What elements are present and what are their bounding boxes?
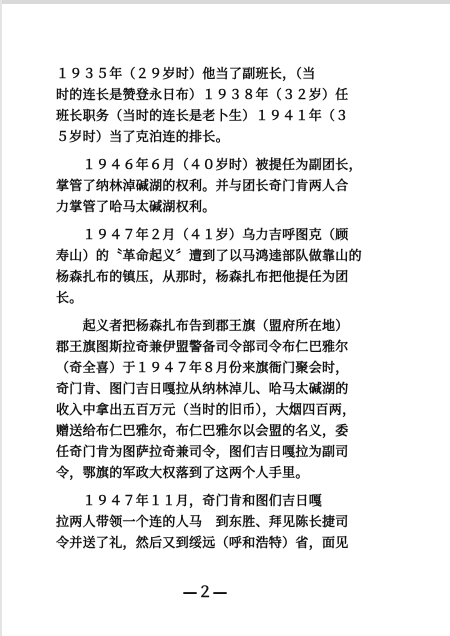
- text-line: 班长职务（当时的连长是老卜生）１９４１年（３: [56, 109, 349, 124]
- text-line: 杨森扎布的镇压，从那时，杨森扎布把他提任为团: [56, 270, 349, 285]
- text-line: １９４６年６月（４０岁时）被提任为副团长，: [56, 158, 362, 173]
- text-line: 拉两人带领一个连的人马 到东胜、拜见陈长捷司: [56, 515, 349, 530]
- text-line: 起义者把杨森扎布告到郡王旗（盟府所在地）: [56, 319, 349, 334]
- text-line: 郡王旗图斯拉奇兼伊盟警备司令部司令布仁巴雅尔: [56, 340, 349, 355]
- text-line: 任奇门肯为图萨拉奇兼司令，图们吉日嘎拉为副司: [56, 445, 349, 460]
- paragraph-1935-career: [56, 64, 392, 148]
- paragraph-command-transfer: [56, 316, 392, 484]
- text-line: 令并送了礼，然后又到绥远（呼和浩特）省，面见: [56, 536, 349, 551]
- text-line: １９４７年１１月，奇门肯和图们吉日嘎: [56, 494, 323, 509]
- document-body: [56, 64, 392, 561]
- text-line: 赠送给布仁巴雅尔，布仁巴雅尔以会盟的名义，委: [56, 424, 349, 439]
- text-line: １９４７年２月（４１岁）乌力吉呼图克（顾: [56, 228, 349, 243]
- text-line: １９３５年（２９岁时）他当了副班长，（当: [56, 67, 316, 82]
- page-left-edge: [0, 0, 2, 636]
- text-line: 掌管了纳林淖碱湖的权利。并与团长奇门肯两人合: [56, 179, 349, 194]
- text-line: 寿山）的〝革命起义〞遭到了以马鸿逵部队做靠山的: [56, 249, 362, 264]
- text-line: 奇门肯、图门吉日嘎拉从纳林淖儿、哈马太碱湖的: [56, 382, 349, 397]
- paragraph-1947-uprising: [56, 225, 392, 309]
- paragraph-1946-appointment: [56, 155, 392, 218]
- text-line: 时的连长是赞登永日布）１９３８年（３２岁）任: [56, 88, 349, 103]
- text-line: 长。: [56, 291, 83, 306]
- text-line: 令，鄂旗的军政大权落到了这两个人手里。: [56, 466, 309, 481]
- paragraph-1947-november: [56, 491, 392, 554]
- text-line: 收入中拿出五百万元（当时的旧币），大烟四百两，: [56, 403, 356, 418]
- page-number: —２—: [182, 583, 228, 601]
- text-line: ５岁时）当了克泊连的排长。: [56, 130, 229, 145]
- text-line: 力掌管了哈马太碱湖权利。: [56, 200, 216, 215]
- text-line: （奇全喜）于１９４７年８月份来旗衙门聚会时，: [56, 361, 349, 376]
- page-top-edge: [0, 0, 450, 4]
